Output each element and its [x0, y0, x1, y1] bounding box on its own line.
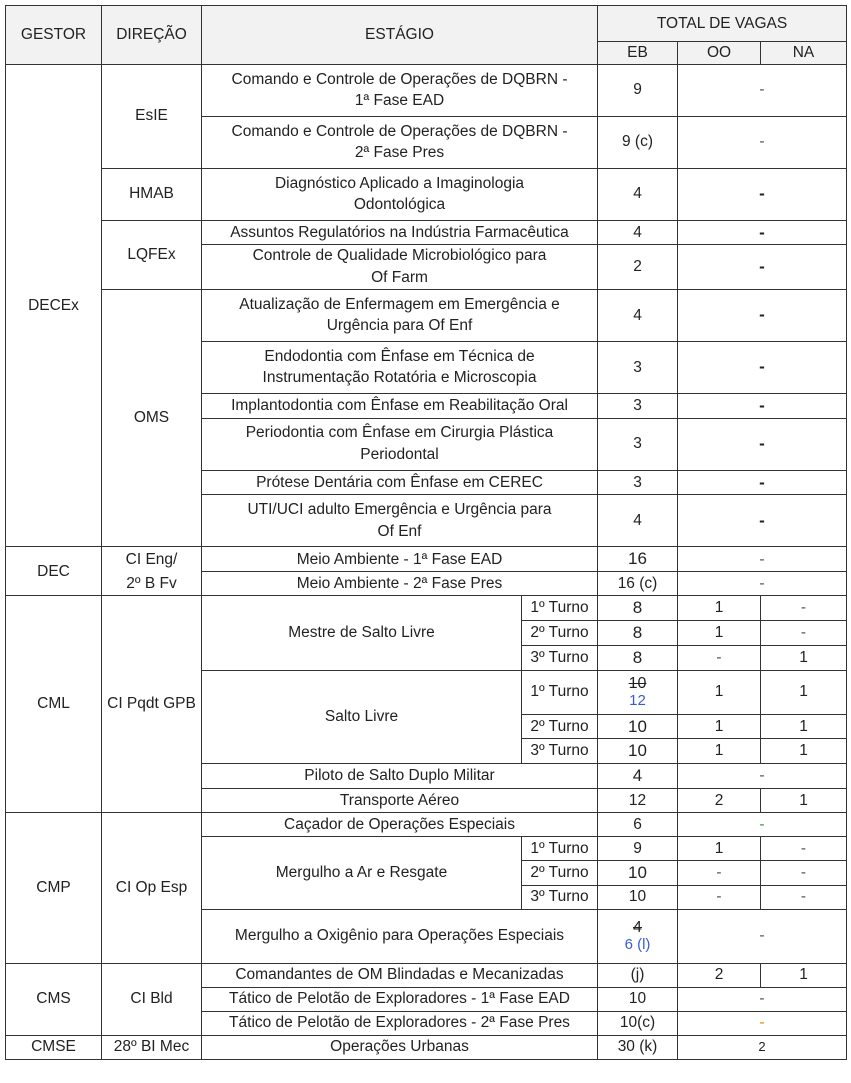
- na-cell: 1: [761, 739, 847, 764]
- oo-na-cell: -: [678, 572, 847, 596]
- estagio-cell: Implantodontia com Ênfase em Reabilitação Oral: [202, 393, 598, 418]
- eb-old-value: 4: [633, 919, 642, 937]
- na-cell: 1: [761, 963, 847, 987]
- oo-cell: 1: [678, 714, 761, 739]
- oo-na-cell: -: [678, 168, 847, 220]
- oo-na-cell: -: [678, 341, 847, 393]
- estagio-cell: Tático de Pelotão de Exploradores - 2ª Fase Pres: [202, 1011, 598, 1035]
- estagio-cell: Comando e Controle de Operações de DQBRN - 2ª Fase Pres: [202, 116, 598, 168]
- estagio-cell: Assuntos Regulatórios na Indústria Farmacêutica: [202, 220, 598, 245]
- na-cell: -: [761, 885, 847, 909]
- direcao-cell: HMAB: [102, 168, 202, 220]
- estagio-cell: Endodontia com Ênfase em Técnica de Instrumentação Rotatória e Microscopia: [202, 341, 598, 393]
- oo-na-cell: 2: [678, 1035, 847, 1059]
- header-na: NA: [761, 42, 847, 65]
- eb-cell: 10: [598, 861, 678, 886]
- eb-old-value: 10: [628, 674, 647, 692]
- eb-cell: 8: [598, 645, 678, 670]
- turno-cell: 3º Turno: [522, 645, 598, 670]
- table-row: [6, 813, 847, 837]
- oo-na-cell: -: [678, 64, 847, 116]
- eb-cell: 3: [598, 393, 678, 418]
- vagas-table: [5, 5, 847, 1060]
- oo-cell: 2: [678, 963, 761, 987]
- direcao-cell: CI Bld: [102, 963, 202, 1035]
- oo-cell: 1: [678, 739, 761, 764]
- eb-cell: [598, 909, 678, 963]
- table-row: [6, 289, 847, 341]
- oo-na-cell: -: [678, 495, 847, 547]
- direcao-cell: LQFEx: [102, 220, 202, 289]
- estagio-cell: Mergulho a Oxigênio para Operações Especiais: [202, 909, 598, 963]
- estagio-cell: Prótese Dentária com Ênfase em CEREC: [202, 470, 598, 495]
- na-cell: 1: [761, 789, 847, 813]
- gestor-cell: CMSE: [6, 1035, 102, 1059]
- oo-na-cell: -: [678, 393, 847, 418]
- eb-cell: 10: [598, 885, 678, 909]
- turno-cell: 2º Turno: [522, 714, 598, 739]
- eb-cell: 4: [598, 495, 678, 547]
- na-cell: -: [761, 837, 847, 861]
- gestor-cell: DEC: [6, 547, 102, 596]
- turno-cell: 2º Turno: [522, 861, 598, 886]
- header-eb: EB: [598, 42, 678, 65]
- estagio-cell: Comandantes de OM Blindadas e Mecanizadas: [202, 963, 598, 987]
- eb-cell: 8: [598, 596, 678, 621]
- gestor-cell: CMP: [6, 813, 102, 964]
- eb-cell: 9: [598, 64, 678, 116]
- direcao-cell: CI Pqdt GPB: [102, 596, 202, 813]
- eb-cell: 10: [598, 714, 678, 739]
- oo-cell: -: [678, 885, 761, 909]
- estagio-cell: Operações Urbanas: [202, 1035, 598, 1059]
- eb-cell: 4: [598, 168, 678, 220]
- oo-na-cell: -: [678, 813, 847, 837]
- direcao-cell: EsIE: [102, 64, 202, 168]
- table-row: [6, 596, 847, 621]
- gestor-cell: CML: [6, 596, 102, 813]
- oo-na-cell: -: [678, 116, 847, 168]
- direcao-cell: 28º BI Mec: [102, 1035, 202, 1059]
- eb-cell: 10: [598, 739, 678, 764]
- oo-cell: 1: [678, 596, 761, 621]
- na-cell: 1: [761, 714, 847, 739]
- na-cell: -: [761, 596, 847, 621]
- oo-cell: 1: [678, 837, 761, 861]
- turno-cell: 3º Turno: [522, 885, 598, 909]
- table-row: [6, 220, 847, 245]
- turno-cell: 1º Turno: [522, 670, 598, 714]
- oo-na-cell: -: [678, 987, 847, 1011]
- table-row: [6, 963, 847, 987]
- turno-cell: 1º Turno: [522, 837, 598, 861]
- table-row: [6, 547, 847, 572]
- eb-cell: 4: [598, 220, 678, 245]
- estagio-cell: Atualização de Enfermagem em Emergência e Urgência para Of Enf: [202, 289, 598, 341]
- eb-cell: 9: [598, 837, 678, 861]
- eb-cell: [598, 670, 678, 714]
- table-row: [6, 64, 847, 116]
- turno-cell: 1º Turno: [522, 596, 598, 621]
- na-cell: -: [761, 621, 847, 646]
- oo-na-cell: -: [678, 418, 847, 470]
- oo-cell: -: [678, 861, 761, 886]
- estagio-cell: Mergulho a Ar e Resgate: [202, 837, 522, 910]
- estagio-cell: Controle de Qualidade Microbiológico para Of Farm: [202, 245, 598, 289]
- oo-na-cell: -: [678, 220, 847, 245]
- gestor-cell: DECEx: [6, 64, 102, 547]
- estagio-cell: Tático de Pelotão de Exploradores - 1ª Fase EAD: [202, 987, 598, 1011]
- oo-na-cell: -: [678, 289, 847, 341]
- estagio-cell: Mestre de Salto Livre: [202, 596, 522, 670]
- oo-cell: 1: [678, 670, 761, 714]
- eb-cell: 2: [598, 245, 678, 289]
- eb-cell: 8: [598, 621, 678, 646]
- eb-cell: 3: [598, 418, 678, 470]
- eb-cell: 30 (k): [598, 1035, 678, 1059]
- eb-cell: 16 (c): [598, 572, 678, 596]
- turno-cell: 2º Turno: [522, 621, 598, 646]
- eb-cell: 16: [598, 547, 678, 572]
- eb-cell: (j): [598, 963, 678, 987]
- header-gestor: GESTOR: [6, 6, 102, 65]
- direcao-cell: CI Op Esp: [102, 813, 202, 964]
- estagio-cell: Periodontia com Ênfase em Cirurgia Plástica Periodontal: [202, 418, 598, 470]
- na-cell: 1: [761, 645, 847, 670]
- eb-cell: 10(c): [598, 1011, 678, 1035]
- table-row: [6, 168, 847, 220]
- eb-new-value: 12: [629, 691, 646, 709]
- estagio-cell: UTI/UCI adulto Emergência e Urgência para Of Enf: [202, 495, 598, 547]
- eb-cell: 4: [598, 764, 678, 789]
- estagio-cell: Comando e Controle de Operações de DQBRN - 1ª Fase EAD: [202, 64, 598, 116]
- eb-cell: 6: [598, 813, 678, 837]
- header-oo: OO: [678, 42, 761, 65]
- na-cell: 1: [761, 670, 847, 714]
- table-row: [6, 1035, 847, 1059]
- oo-na-cell: -: [678, 245, 847, 289]
- oo-cell: 2: [678, 789, 761, 813]
- oo-cell: 1: [678, 621, 761, 646]
- table-row: [6, 572, 847, 596]
- header-total-vagas: TOTAL DE VAGAS: [598, 6, 847, 42]
- oo-na-cell: -: [678, 764, 847, 789]
- eb-cell: 3: [598, 470, 678, 495]
- oo-na-cell: -: [678, 547, 847, 572]
- estagio-cell: Meio Ambiente - 1ª Fase EAD: [202, 547, 598, 572]
- na-cell: -: [761, 861, 847, 886]
- eb-cell: 9 (c): [598, 116, 678, 168]
- oo-cell: -: [678, 645, 761, 670]
- estagio-cell: Salto Livre: [202, 670, 522, 764]
- oo-na-cell: -: [678, 1011, 847, 1035]
- direcao-cell: CI Eng/: [102, 547, 202, 572]
- eb-new-value: 6 (l): [624, 935, 651, 953]
- estagio-cell: Transporte Aéreo: [202, 789, 598, 813]
- eb-cell: 3: [598, 341, 678, 393]
- estagio-cell: Piloto de Salto Duplo Militar: [202, 764, 598, 789]
- eb-cell: 10: [598, 987, 678, 1011]
- estagio-cell: Caçador de Operações Especiais: [202, 813, 598, 837]
- oo-na-cell: -: [678, 470, 847, 495]
- direcao-cell: OMS: [102, 289, 202, 547]
- eb-cell: 12: [598, 789, 678, 813]
- estagio-cell: Meio Ambiente - 2ª Fase Pres: [202, 572, 598, 596]
- turno-cell: 3º Turno: [522, 739, 598, 764]
- header-estagio: ESTÁGIO: [202, 6, 598, 65]
- gestor-cell: CMS: [6, 963, 102, 1035]
- estagio-cell: Diagnóstico Aplicado a Imaginologia Odontológica: [202, 168, 598, 220]
- oo-na-cell: -: [678, 909, 847, 963]
- header-direcao: DIREÇÃO: [102, 6, 202, 65]
- direcao-cell: 2º B Fv: [102, 572, 202, 596]
- eb-cell: 4: [598, 289, 678, 341]
